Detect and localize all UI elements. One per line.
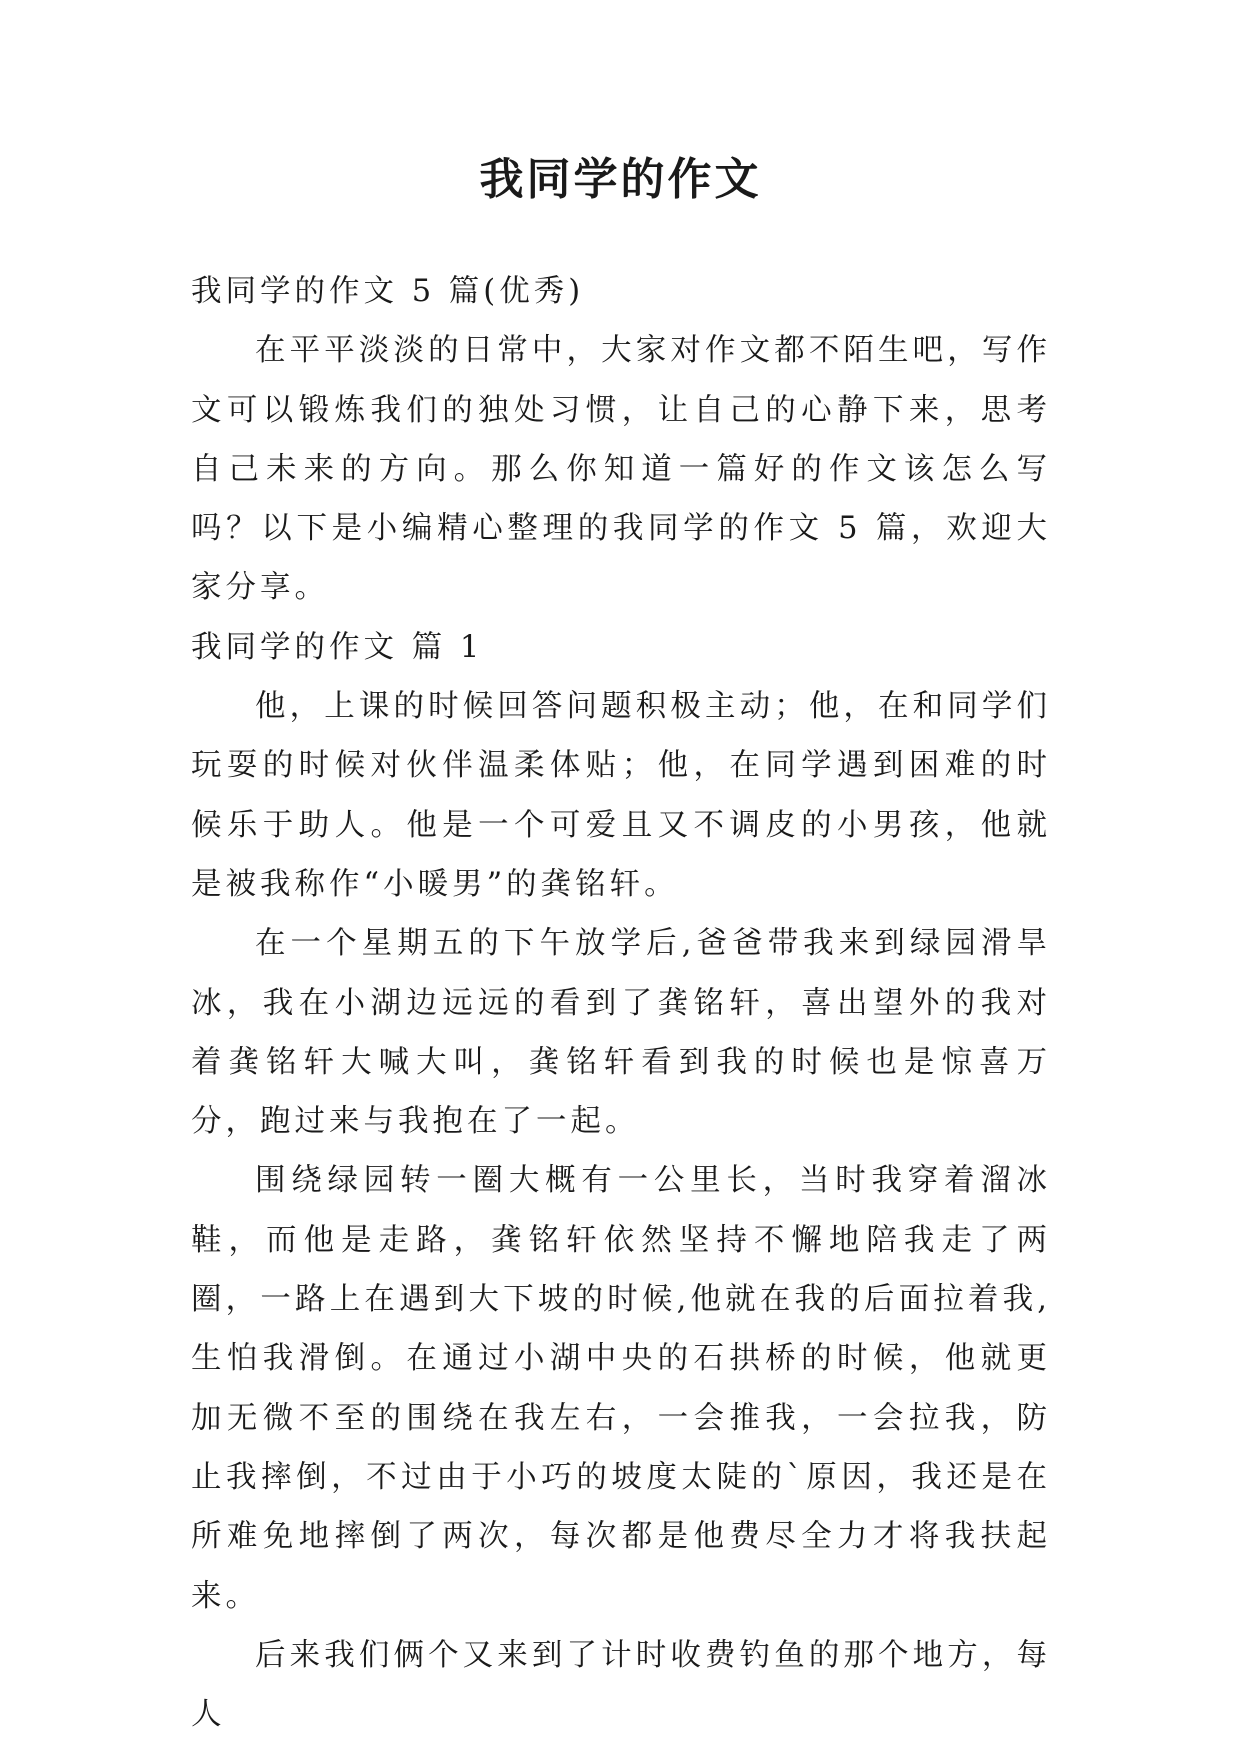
document-body: [191, 262, 1051, 1744]
paragraph: 他，上课的时候回答问题积极主动；他，在和同学们玩耍的时候对伙伴温柔体贴；他，在同学遇到困难的时候乐于助人。他是一个可爱且又不调皮的小男孩，他就是被我称作“小暖男”的龚铭轩。: [191, 689, 1051, 902]
paragraph: 围绕绿园转一圈大概有一公里长，当时我穿着溜冰鞋，而他是走路，龚铭轩依然坚持不懈地陪我走了两圈，一路上在遇到大下坡的时候,他就在我的后面拉着我,生怕我滑倒。在通过小湖中央的石拱桥的时候，他就更加无微不至的围绕在我左右，一会推我，一会拉我，防止我摔倒，不过由于小巧的坡度太陡的`原因，我还是在所难免地摔倒了两次，每次都是他费尽全力才将我扶起来。: [191, 1163, 1051, 1614]
paragraph: 后来我们俩个又来到了计时收费钓鱼的那个地方，每人: [191, 1637, 1051, 1733]
section-heading: 我同学的作文 篇 1: [191, 629, 484, 665]
document-title: 我同学的作文: [479, 154, 762, 205]
section-heading: 我同学的作文 5 篇(优秀): [191, 274, 585, 309]
paragraph: 在平平淡淡的日常中，大家对作文都不陌生吧，写作文可以锻炼我们的独处习惯，让自己的心静下来，思考自己未来的方向。那么你知道一篇好的作文该怎么写吗？以下是小编精心整理的我同学的作文 5 篇，欢迎大家分享。: [191, 333, 1051, 606]
paragraph: 在一个星期五的下午放学后,爸爸带我来到绿园滑旱冰，我在小湖边远远的看到了龚铭轩，喜出望外的我对着龚铭轩大喊大叫，龚铭轩看到我的时候也是惊喜万分，跑过来与我抱在了一起。: [191, 926, 1051, 1140]
